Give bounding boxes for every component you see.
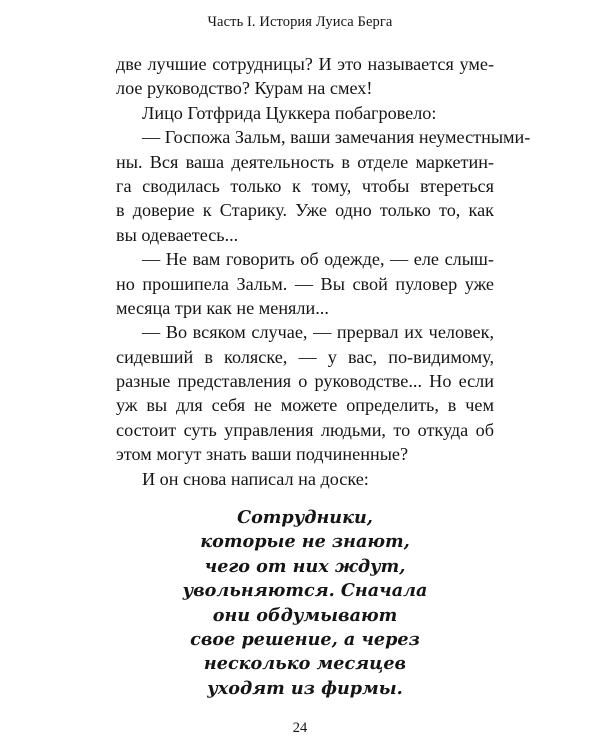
- text-line: га сводилась только к тому, чтобы втереться: [116, 175, 494, 196]
- maxim-line: чего от них ждут,: [204, 555, 406, 577]
- text-line: И он снова написал на доске:: [142, 468, 369, 489]
- maxim-line: увольняются. Сначала: [182, 580, 428, 602]
- maxim-line: уходят из фирмы.: [207, 677, 403, 699]
- running-head: Часть I. История Луиса Берга: [207, 14, 393, 30]
- text-line: в доверие к Старику. Уже одно только то, как: [116, 200, 494, 221]
- text-line: уж вы для себя не можете определить, в чем: [116, 395, 494, 416]
- body-text: [116, 52, 531, 491]
- text-line: месяца три как не меняли...: [116, 297, 329, 318]
- maxim-line: Сотрудники,: [237, 507, 373, 528]
- text-line: — Во всяком случае, — прервал их человек,: [142, 322, 494, 343]
- text-line: этом могут знать ваши подчиненные?: [116, 444, 409, 465]
- maxim-line: они обдумывают: [212, 604, 398, 626]
- text-line: сидевший в коляске, — у вас, по-видимому,: [116, 346, 494, 367]
- text-line: Лицо Готфрида Цуккера побагровело:: [142, 102, 437, 123]
- text-line: — Не вам говорить об одежде, — еле слыш-: [142, 249, 494, 270]
- text-line: вы одеваетесь...: [116, 224, 239, 245]
- page-number: 24: [292, 720, 308, 736]
- maxim-line: несколько месяцев: [203, 653, 407, 675]
- text-line: состоит суть управления людьми, то откуда об: [116, 419, 494, 440]
- text-line: ны. Вся ваша деятельность в отделе маркетин-: [116, 151, 494, 172]
- maxim-quote: [116, 506, 494, 701]
- maxim-line: которые не знают,: [200, 531, 410, 553]
- text-line: — Госпожа Зальм, ваши замечания неуместными-: [142, 127, 531, 148]
- text-line: лое руководство? Курам на смех!: [116, 78, 373, 99]
- maxim-line: свое решение, а через: [190, 629, 420, 651]
- text-line: разные представления о руководстве... Но если: [116, 371, 494, 392]
- text-line: но прошипела Зальм. — Вы свой пуловер уже: [116, 273, 494, 294]
- text-line: две лучшие сотрудницы? И это называется уме-: [116, 54, 494, 74]
